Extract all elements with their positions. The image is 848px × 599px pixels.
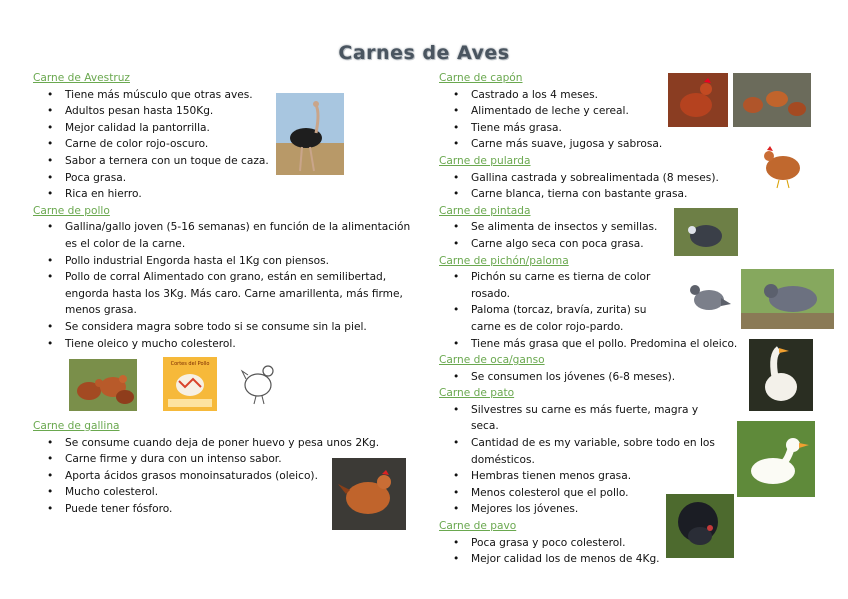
list-item: • Menos colesterol que el pollo. bbox=[471, 485, 721, 502]
list-item: • Se consumen los jóvenes (6-8 meses). bbox=[471, 369, 739, 386]
list-item: • Cantidad de es my variable, sobre todo en los domésticos. bbox=[471, 435, 721, 468]
list-item: • Carne firme y dura con un intenso sabor. bbox=[65, 451, 413, 468]
list-item: • Poca grasa y poco colesterol. bbox=[471, 535, 739, 552]
list-item: • Pichón su carne es tierna de color rosado. bbox=[471, 269, 656, 302]
list-item: • Silvestres su carne es más fuerte, magra y seca. bbox=[471, 402, 721, 435]
list-item: • Pollo de corral Alimentado con grano, están en semilibertad, engorda hasta los 3Kg. Más caro. Carne amarillenta, más firme, menos grasa. bbox=[65, 269, 413, 319]
pintada-photo bbox=[674, 208, 738, 256]
pigeon-photo bbox=[683, 272, 735, 324]
list-item: • Tiene más grasa. bbox=[471, 120, 739, 137]
list-item: • Tiene más grasa que el pollo. Predomina el oleico. bbox=[471, 336, 739, 353]
capon-photo-2 bbox=[733, 73, 811, 127]
section-pollo bbox=[33, 203, 413, 352]
section-pularda bbox=[439, 153, 739, 203]
list-item: • Mejor calidad los de menos de 4Kg. bbox=[471, 551, 739, 568]
page-title: Carnes de Aves bbox=[338, 42, 510, 64]
list-item: • Tiene más músculo que otras aves. bbox=[65, 87, 413, 104]
section-title: Carne de pintada bbox=[439, 204, 531, 217]
list-item: • Hembras tienen menos grasa. bbox=[471, 468, 721, 485]
list-item: • Alimentado de leche y cereal. bbox=[471, 103, 739, 120]
section-title: Carne de pato bbox=[439, 387, 515, 400]
list-item: • Aporta ácidos grasos monoinsaturados (oleico). bbox=[65, 468, 413, 485]
list-item: • Gallina/gallo joven (5-16 semanas) en función de la alimentación es el color de la carne. bbox=[65, 219, 413, 252]
section-title: Carne de oca/ganso bbox=[439, 354, 545, 367]
ostrich-photo bbox=[276, 93, 344, 175]
chicken-cuts-chart bbox=[163, 357, 217, 411]
list-item: • Castrado a los 4 meses. bbox=[471, 87, 739, 104]
capon-photo-1 bbox=[668, 73, 728, 127]
wood-pigeon-photo bbox=[741, 269, 834, 329]
list-item: • Gallina castrada y sobrealimentada (8 meses). bbox=[471, 170, 739, 187]
list-item: • Tiene oleico y mucho colesterol. bbox=[65, 336, 413, 353]
section-title: Carne de pavo bbox=[439, 520, 517, 533]
list-item: • Puede tener fósforo. bbox=[65, 501, 413, 518]
left-column bbox=[33, 70, 413, 518]
list-item: • Se consume cuando deja de poner huevo y pesa unos 2Kg. bbox=[65, 435, 413, 452]
list-item: • Carne blanca, tierna con bastante grasa. bbox=[471, 186, 739, 203]
list-item: • Se considera magra sobre todo si se consume sin la piel. bbox=[65, 319, 413, 336]
chart-title: Cortes del Pollo bbox=[170, 361, 210, 367]
list-item: • Mejores los jóvenes. bbox=[471, 501, 721, 518]
duck-photo bbox=[737, 421, 815, 497]
section-title: Carne de capón bbox=[439, 72, 523, 84]
section-title: Carne de gallina bbox=[33, 420, 120, 433]
section-title: Carne de pichón/paloma bbox=[439, 254, 569, 267]
list-item: • Carne de color rojo-oscuro. bbox=[65, 136, 413, 153]
section-oca bbox=[439, 352, 739, 385]
section-title: Carne de Avestruz bbox=[33, 72, 130, 84]
list-item: • Carne más suave, jugosa y sabrosa. bbox=[471, 136, 739, 153]
section-title: Carne de pularda bbox=[439, 154, 531, 167]
list-item: • Sabor a ternera con un toque de caza. bbox=[65, 153, 413, 170]
list-item: • Mucho colesterol. bbox=[65, 484, 413, 501]
list-item: • Poca grasa. bbox=[65, 170, 413, 187]
list-item: • Adultos pesan hasta 150Kg. bbox=[65, 103, 413, 120]
list-item: • Se alimenta de insectos y semillas. bbox=[471, 219, 739, 236]
list-item: • Rica en hierro. bbox=[65, 186, 413, 203]
list-item: • Carne algo seca con poca grasa. bbox=[471, 236, 739, 253]
list-item: • Mejor calidad la pantorrilla. bbox=[65, 120, 413, 137]
pularda-photo bbox=[755, 140, 811, 190]
goose-photo bbox=[749, 339, 813, 411]
section-avestruz bbox=[33, 70, 413, 203]
hen-photo bbox=[332, 458, 406, 530]
chickens-photo bbox=[69, 359, 137, 411]
chicken-sketch bbox=[236, 357, 284, 409]
list-item: • Pollo industrial Engorda hasta el 1Kg con piensos. bbox=[65, 253, 413, 270]
list-item: • Paloma (torcaz, bravía, zurita) su carne es de color rojo-pardo. bbox=[471, 302, 656, 335]
turkey-photo bbox=[666, 494, 734, 558]
section-title: Carne de pollo bbox=[33, 204, 110, 217]
